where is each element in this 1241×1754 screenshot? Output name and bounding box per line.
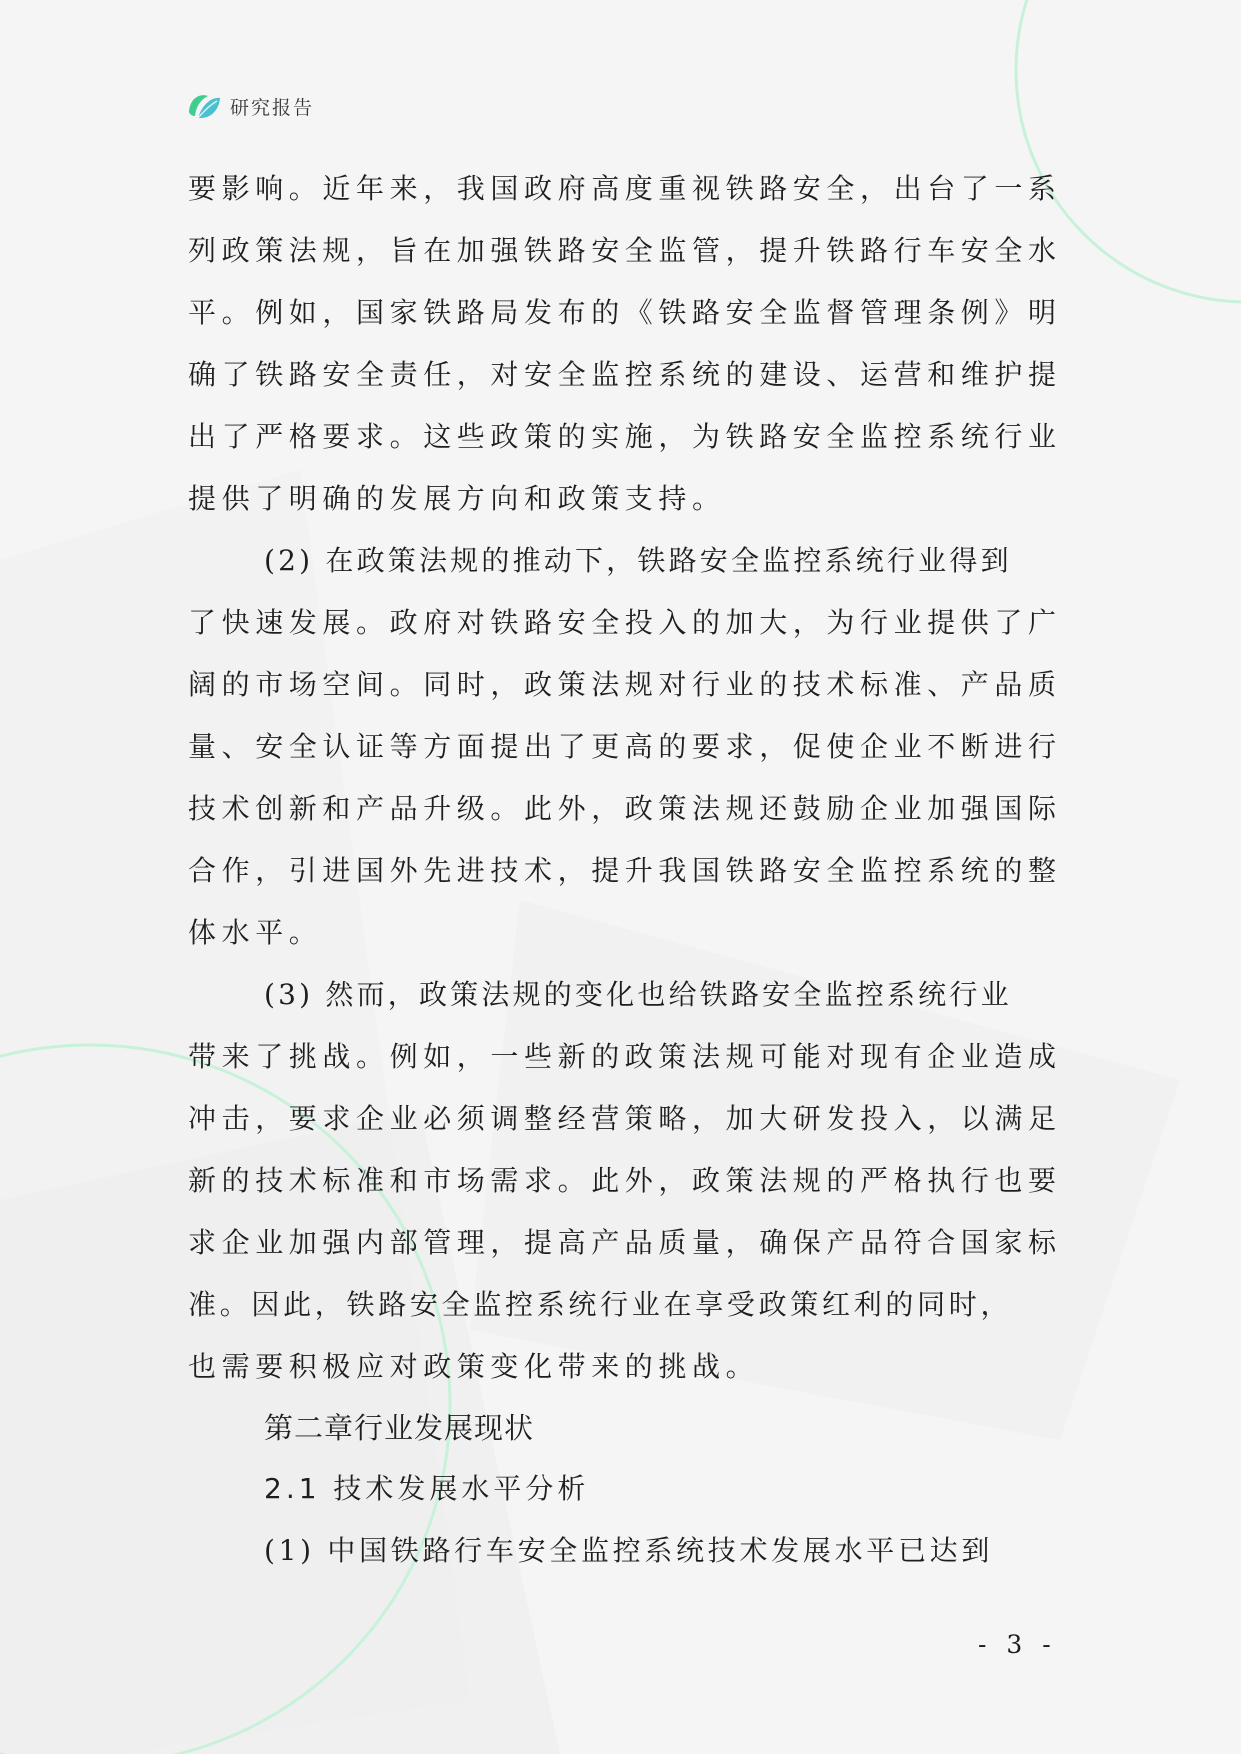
text-line: 确了铁路安全责任，对安全监控系统的建设、运营和维护提 [188, 358, 1062, 391]
text-line: 准。因此，铁路安全监控系统行业在享受政策红利的同时， [188, 1288, 1013, 1321]
paragraph-3 [188, 964, 1062, 1398]
text-line: (2) 在政策法规的推动下，铁路安全监控系统行业得到 [264, 544, 1012, 577]
chapter-heading: 第二章行业发展现状 [264, 1411, 535, 1445]
text-line: 带来了挑战。例如，一些新的政策法规可能对现有企业造成 [188, 1040, 1062, 1073]
text-line: 列政策法规，旨在加强铁路安全监管，提升铁路行车安全水 [188, 234, 1062, 267]
page-number: - 3 - [978, 1630, 1057, 1659]
text-line: 阔的市场空间。同时，政策法规对行业的技术标准、产品质 [188, 668, 1062, 701]
text-line: 求企业加强内部管理，提高产品质量，确保产品符合国家标 [188, 1226, 1062, 1259]
paragraph-4 [188, 1520, 1058, 1582]
document-body [188, 158, 1062, 1582]
green-leaf-logo-icon [186, 88, 222, 124]
text-line: 平。例如，国家铁路局发布的《铁路安全监督管理条例》明 [188, 296, 1062, 329]
text-line: 技术创新和产品升级。此外，政策法规还鼓励企业加强国际 [188, 792, 1062, 825]
paragraph-1 [188, 158, 1062, 530]
text-line: 体水平。 [188, 916, 323, 949]
text-line: 也需要积极应对政策变化带来的挑战。 [188, 1350, 760, 1383]
text-line: (1) 中国铁路行车安全监控系统技术发展水平已达到 [264, 1534, 994, 1567]
text-line: 新的技术标准和市场需求。此外，政策法规的严格执行也要 [188, 1164, 1062, 1197]
text-line: 出了严格要求。这些政策的实施，为铁路安全监控系统行业 [188, 420, 1062, 453]
paragraph-2 [188, 530, 1062, 964]
text-line: (3) 然而，政策法规的变化也给铁路安全监控系统行业 [264, 978, 1012, 1011]
text-line: 冲击，要求企业必须调整经营策略，加大研发投入，以满足 [188, 1102, 1062, 1135]
text-line: 合作，引进国外先进技术，提升我国铁路安全监控系统的整 [188, 854, 1062, 887]
report-header [186, 88, 314, 124]
text-line: 量、安全认证等方面提出了更高的要求，促使企业不断进行 [188, 730, 1062, 763]
text-line: 了快速发展。政府对铁路安全投入的加大，为行业提供了广 [188, 606, 1062, 639]
text-line: 要影响。近年来，我国政府高度重视铁路安全，出台了一系 [188, 172, 1062, 205]
section-heading: 2.1 技术发展水平分析 [264, 1472, 590, 1505]
header-title: 研究报告 [230, 96, 315, 119]
text-line: 提供了明确的发展方向和政策支持。 [188, 482, 726, 515]
